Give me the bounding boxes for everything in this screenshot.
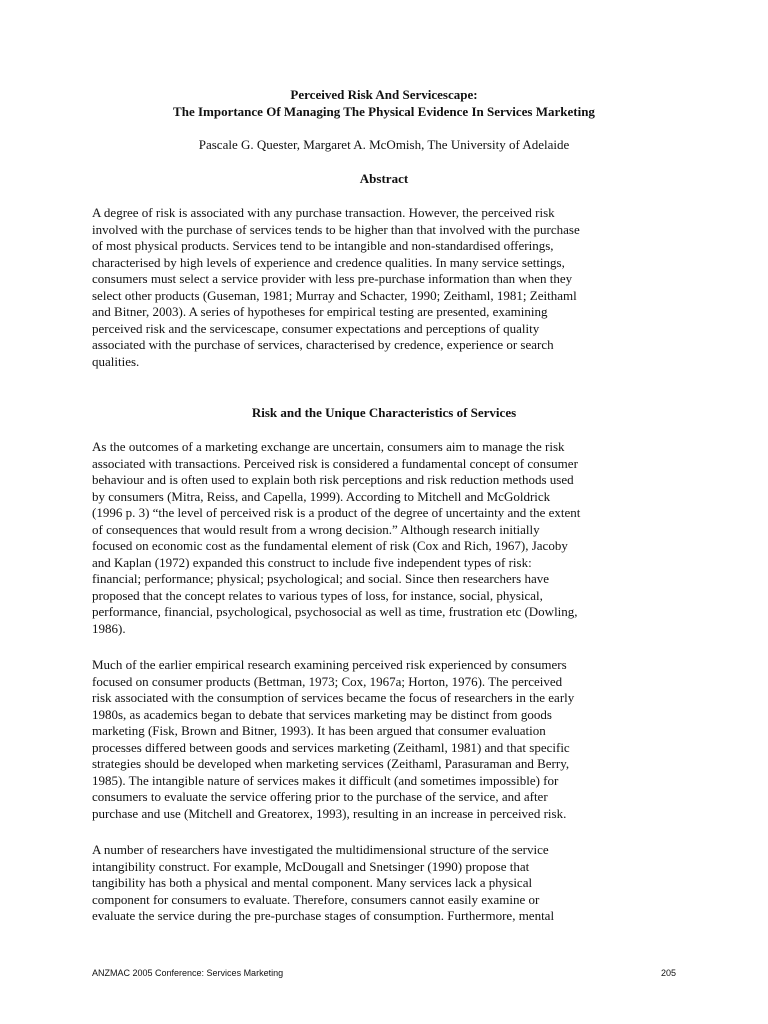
text-line: component for consumers to evaluate. Therefore, consumers cannot easily examine or (92, 891, 540, 907)
text-line: and Kaplan (1972) expanded this construct to include five independent types of risk: (92, 554, 532, 570)
footer-conference: ANZMAC 2005 Conference: Services Marketing (92, 968, 284, 978)
text-line: consumers must select a service provider with less pre-purchase information than when they (92, 271, 573, 286)
text-line: perceived risk and the servicescape, consumer expectations and perceptions of quality (92, 320, 540, 336)
text-line: intangibility construct. For example, McDougall and Snetsinger (1990) propose that (92, 858, 530, 874)
text-line: tangibility has both a physical and mental component. Many services lack a physical (92, 875, 533, 890)
text-line: and Bitner, 2003). A series of hypotheses for empirical testing are presented, examining (92, 304, 548, 319)
abstract-heading: Abstract (359, 171, 409, 186)
text-line: qualities. (92, 353, 140, 369)
text-line: As the outcomes of a marketing exchange are uncertain, consumers aim to manage the risk (92, 439, 565, 454)
text-line: of most physical products. Services tend to be intangible and non-standardised offerings, (92, 238, 554, 253)
text-line: focused on consumer products (Bettman, 1973; Cox, 1967a; Horton, 1976). The perceived (92, 673, 563, 689)
text-line: performance, financial, psychological, psychosocial as well as time, frustration etc (Dowling, (92, 604, 578, 619)
text-line: involved with the purchase of services tends to be higher than that involved with the purchase (92, 221, 580, 237)
text-line: purchase and use (Mitchell and Greatorex, 1993), resulting in an increase in perceived risk. (92, 805, 567, 821)
text-line: 1986). (92, 620, 126, 636)
text-line: associated with transactions. Perceived risk is considered a fundamental concept of consumer (92, 455, 578, 471)
text-line: risk associated with the consumption of services became the focus of researchers in the early (92, 690, 575, 705)
text-line: marketing (Fisk, Brown and Bitner, 1993). It has been argued that consumer evaluation (92, 723, 546, 738)
text-line: proposed that the concept relates to various types of loss, for instance, social, physical, (92, 587, 543, 603)
text-line: associated with the purchase of services, characterised by credence, experience or search (92, 337, 554, 352)
text-line: select other products (Guseman, 1981; Murray and Schacter, 1990; Zeithaml, 1981; Zeithaml (92, 287, 577, 303)
section-heading: Risk and the Unique Characteristics of Services (251, 405, 517, 420)
text-line: consumers to evaluate the service offering prior to the purchase of the service, and after (92, 789, 548, 804)
text-line: strategies should be developed when marketing services (Zeithaml, Parasuraman and Berry, (92, 756, 570, 771)
text-line: A number of researchers have investigated the multidimensional structure of the service (92, 842, 549, 857)
text-line: evaluate the service during the pre-purchase stages of consumption. Furthermore, mental (92, 908, 555, 923)
text-line: by consumers (Mitra, Reiss, and Capella, 1999). According to Mitchell and McGoldrick (92, 488, 551, 504)
paper-title-line-1: Perceived Risk And Servicescape: (290, 87, 478, 102)
paper-title-line-2: The Importance Of Managing The Physical Evidence In Services Marketing (173, 104, 595, 119)
text-line: focused on economic cost as the fundamental element of risk (Cox and Rich, 1967), Jacoby (92, 538, 568, 553)
page-number: 205 (660, 968, 676, 978)
text-line: of consequences that would result from a wrong decision.” Although research initially (92, 521, 540, 537)
text-line: behaviour and is often used to explain both risk perceptions and risk reduction methods used (92, 472, 574, 487)
body-paragraph-2 (92, 657, 692, 822)
abstract-paragraph (92, 205, 692, 370)
text-line: (1996 p. 3) “the level of perceived risk is a product of the degree of uncertainty and the extent (92, 505, 581, 520)
text-line: 1985). The intangible nature of services makes it difficult (and sometimes impossible) for (92, 772, 559, 788)
authors-line: Pascale G. Quester, Margaret A. McOmish, The University of Adelaide (198, 137, 570, 152)
text-line: 1980s, as academics began to debate that services marketing may be distinct from goods (92, 706, 552, 722)
text-line: characterised by high levels of experience and credence qualities. In many service settings, (92, 254, 565, 270)
text-line: Much of the earlier empirical research examining perceived risk experienced by consumers (92, 657, 567, 672)
body-paragraph-1 (92, 439, 692, 637)
text-line: financial; performance; physical; psychological; and social. Since then researchers have (92, 571, 549, 586)
text-line: A degree of risk is associated with any purchase transaction. However, the perceived risk (92, 205, 555, 220)
body-paragraph-3 (92, 842, 692, 925)
text-line: processes differed between goods and services marketing (Zeithaml, 1981) and that specific (92, 739, 570, 755)
